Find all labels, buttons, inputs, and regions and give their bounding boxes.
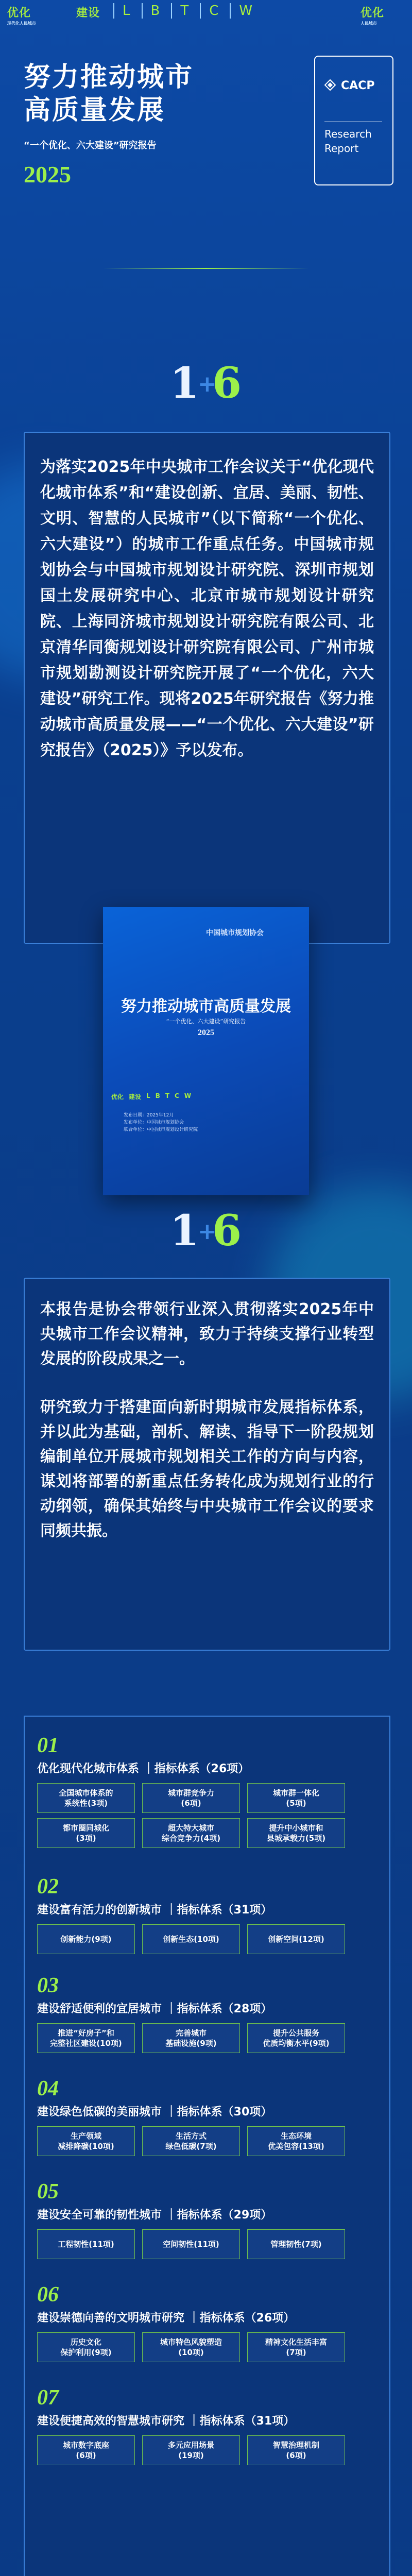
section-chips	[37, 2435, 377, 2465]
indicator-chip: 多元应用场景 (19项)	[142, 2435, 240, 2465]
section-chips	[37, 2023, 377, 2053]
cacp-name: CACP	[341, 79, 375, 92]
book-subtitle: “一个优化、六大建设”研究报告	[166, 1018, 246, 1025]
decor-line	[103, 268, 309, 269]
section-heading: 建设绿色低碳的美丽城市 ｜指标体系（30项）	[37, 2106, 272, 2119]
report-cover-image	[103, 907, 309, 1195]
book-meta	[124, 1112, 198, 1133]
indicator-chip: 历史文化 保护利用(9项)	[37, 2332, 135, 2362]
section-heading: 建设富有活力的创新城市 ｜指标体系（31项）	[37, 1904, 272, 1917]
top-banner	[0, 0, 412, 31]
section-number: 07	[37, 2386, 59, 2410]
indicator-chip: 都市圈同城化 (3项)	[37, 1818, 135, 1848]
book-strip	[111, 1092, 302, 1101]
emblem-plus: +	[198, 1218, 217, 1245]
indicator-chip: 城市特色风貌塑造 (10项)	[142, 2332, 240, 2362]
indicator-chip: 空间韧性(11项)	[142, 2229, 240, 2259]
index-section-1	[37, 1734, 377, 1848]
book-strip-item: B	[155, 1092, 160, 1099]
cacp-badge	[314, 56, 393, 185]
section-number: 05	[37, 2180, 59, 2204]
indicator-chip: 推进“好房子”和 完整社区建设(10项)	[37, 2023, 135, 2053]
emblem-one: 1	[170, 359, 200, 408]
book-strip-item: W	[184, 1092, 192, 1099]
right-signature-sub: 人民城市	[360, 21, 377, 26]
book-strip-item: 优化	[111, 1093, 124, 1100]
badge-report: Report	[324, 142, 359, 155]
index-section-3	[37, 1974, 377, 2053]
section-chips	[37, 1924, 377, 1954]
section-number: 01	[37, 1734, 59, 1757]
emblem-six: 6	[212, 1206, 242, 1256]
book-year: 2025	[198, 1028, 214, 1037]
left-signature-text: 优化	[7, 7, 31, 20]
indicator-chip: 智慧治理机制 (6项)	[247, 2435, 345, 2465]
emblem-plus: +	[198, 371, 217, 397]
section-heading: 建设便捷高效的智慧城市研究 ｜指标体系（31项）	[37, 2415, 295, 2428]
letter-c: C	[200, 3, 218, 19]
index-section-5	[37, 2180, 377, 2259]
indicator-chip: 精神文化生活丰富 (7项)	[247, 2332, 345, 2362]
book-strip-item: L	[146, 1092, 150, 1099]
right-signature	[360, 4, 384, 26]
indicator-chip: 城市数字底座 (6项)	[37, 2435, 135, 2465]
purpose-paragraph-1: 本报告是协会带领行业深入贯彻落实2025年中央城市工作会议精神，致力于持续支撑行业转型发展的阶段成果之一。	[40, 1300, 374, 1368]
section-heading: 优化现代化城市体系 ｜指标体系（26项）	[37, 1762, 250, 1775]
cover-year: 2025	[24, 161, 71, 188]
intro-panel	[24, 432, 390, 944]
letter-row	[113, 3, 252, 19]
indicator-chip: 创新能力(9项)	[37, 1924, 135, 1954]
indicator-chip: 生活方式 绿色低碳(7项)	[142, 2126, 240, 2156]
section-number: 06	[37, 2283, 59, 2307]
cacp-logo-icon	[324, 79, 336, 91]
purpose-panel	[24, 1278, 390, 1651]
indicator-chip: 完善城市 基础设施(9项)	[142, 2023, 240, 2053]
section-heading: 建设舒适便利的宜居城市 ｜指标体系（28项）	[37, 2003, 272, 2015]
indicator-chip: 生产领域 减排降碳(10项)	[37, 2126, 135, 2156]
letter-w: W	[230, 3, 252, 19]
letter-t: T	[171, 3, 188, 19]
section-number: 03	[37, 1974, 59, 1997]
left-signature-sub: 现代化人民城市	[7, 21, 36, 26]
book-meta-line: 发布单位：中国城市规划协会	[124, 1120, 184, 1125]
section-heading: 建设安全可靠的韧性城市 ｜指标体系（29项）	[37, 2209, 272, 2222]
indicator-chip: 提升中小城市和 县城承载力(5项)	[247, 1818, 345, 1848]
section-chips	[37, 2126, 377, 2156]
index-section-2	[37, 1875, 377, 1954]
right-signature-text: 优化	[360, 7, 385, 20]
indicator-chip: 生态环境 优美包容(13项)	[247, 2126, 345, 2156]
book-meta-line: 发布日期：2025年12月	[124, 1113, 174, 1118]
mid-signature-text: 建设	[76, 7, 100, 20]
indicator-chip: 创新生态(10项)	[142, 1924, 240, 1954]
letter-b: B	[142, 3, 160, 19]
book-title: 努力推动城市高质量发展	[121, 997, 291, 1015]
emblem-six: 6	[212, 359, 242, 408]
book-strip-item: T	[165, 1092, 170, 1099]
emblem-one: 1	[170, 1206, 200, 1256]
cover-title-line2: 高质量发展	[24, 95, 166, 126]
purpose-paragraph-2: 研究致力于搭建面向新时期城市发展指标体系，并以此为基础，剖析、解读、指导下一阶段规划编制单位开展城市规划相关工作的方向与内容，谋划将部署的新重点任务转化成为规划行业的行动纲领，确保其始终与中央城市工作会议的要求同频共振。	[40, 1398, 374, 1540]
one-plus-six-emblem	[165, 1203, 247, 1260]
book-strip-item: C	[175, 1092, 179, 1099]
indicator-chip: 超大特大城市 综合竞争力(4项)	[142, 1818, 240, 1848]
book-strip-item: 建设	[129, 1093, 142, 1100]
cover-title-line1: 努力推动城市	[24, 62, 194, 93]
index-section-4	[37, 2077, 377, 2156]
indicator-chip: 城市群一体化 (5项)	[247, 1783, 345, 1813]
index-section-7	[37, 2386, 377, 2465]
cover-subtitle: “一个优化、六大建设”研究报告	[24, 140, 157, 151]
section-chips	[37, 2332, 377, 2362]
one-plus-six-emblem	[165, 355, 247, 412]
indicator-index	[24, 1716, 390, 2576]
section-heading: 建设崇德向善的文明城市研究 ｜指标体系（26项）	[37, 2312, 295, 2325]
badge-research: Research	[324, 128, 372, 140]
index-section-6	[37, 2283, 377, 2362]
book-org: 中国城市规划协会	[206, 929, 264, 937]
section-chips	[37, 1783, 377, 1848]
cover-title	[24, 61, 194, 127]
section-number: 04	[37, 2077, 59, 2100]
indicator-chip: 管理韧性(7项)	[247, 2229, 345, 2259]
intro-text: 为落实2025年中央城市工作会议关于“优化现代化城市体系”和“建设创新、宜居、美丽、韧性、文明、智慧的人民城市”（以下简称“一个优化、六大建设”）的城市工作重点任务。中国城市规划协会与中国城市规划设计研究院、深圳市规划国土发展研究中心、北京市城市规划设计研究院、上海同济城市规划设计研究院有限公司、北京清华同衡规划设计研究院有限公司、广州市城市规划勘测设计研究院开展了“一个优化，六大建设”研究工作。现将2025年研究报告《努力推动城市高质量发展——“一个优化、六大建设”研究报告》（2025）》予以发布。	[40, 458, 374, 759]
mid-signature	[76, 4, 100, 20]
indicator-chip: 工程韧性(11项)	[37, 2229, 135, 2259]
indicator-chip: 创新空间(12项)	[247, 1924, 345, 1954]
section-number: 02	[37, 1875, 59, 1899]
book-meta-line: 联合单位：中国城市规划设计研究院	[124, 1127, 198, 1132]
indicator-chip: 城市群竞争力 (6项)	[142, 1783, 240, 1813]
indicator-chip: 提升公共服务 优质均衡水平(9项)	[247, 2023, 345, 2053]
letter-l: L	[113, 3, 130, 19]
left-signature	[7, 4, 36, 26]
section-chips	[37, 2229, 377, 2259]
indicator-chip: 全国城市体系的 系统性(3项)	[37, 1783, 135, 1813]
